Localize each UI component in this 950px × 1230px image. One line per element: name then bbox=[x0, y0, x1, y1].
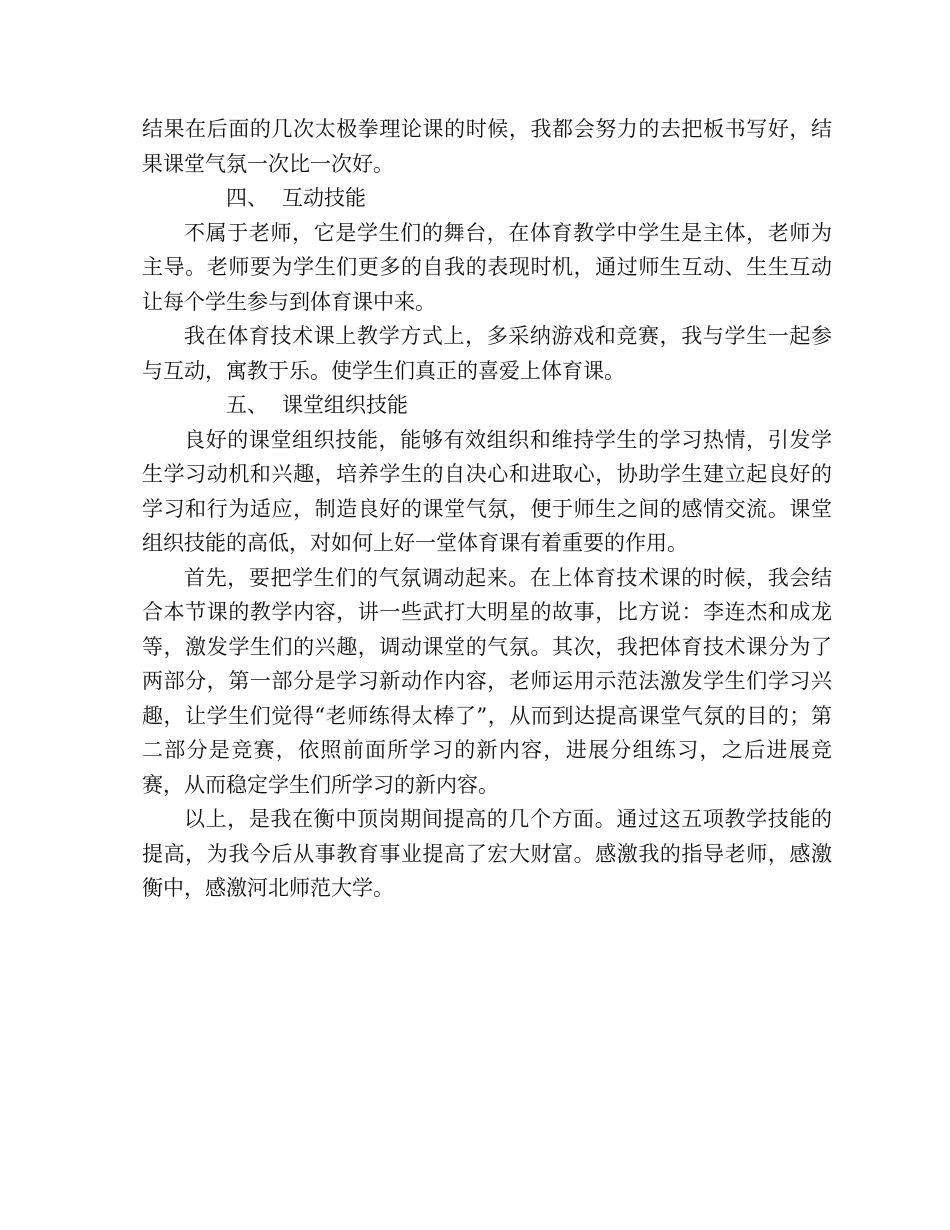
paragraph-continued: 结果在后面的几次太极拳理论课的时候，我都会努力的去把板书写好，结果课堂气氛一次比一次好。 bbox=[142, 117, 832, 176]
paragraph-interaction-intro: 不属于老师，它是学生们的舞台，在体育教学中学生是主体，老师为主导。老师要为学生们更多的自我的表现时机，通过师生互动、生生互动让每个学生参与到体育课中来。 bbox=[142, 220, 832, 314]
paragraph-interaction-practice: 我在体育技术课上教学方式上，多采纳游戏和竞赛，我与学生一起参与互动，寓教于乐。使学生们真正的喜爱上体育课。 bbox=[142, 324, 832, 383]
paragraph-organization-practice: 首先，要把学生们的气氛调动起来。在上体育技术课的时候，我会结合本节课的教学内容，讲一些武打大明星的故事，比方说：李连杰和成龙等，激发学生们的兴趣，调动课堂的气氛。其次，我把体育技术课分为了两部分，第一部分是学习新动作内容，老师运用示范法激发学生们学习兴趣，让学生们觉得“老师练得太棒了”，从而到达提高课堂气氛的目的；第二部分是竞赛，依照前面所学习的新内容，进展分组练习，之后进展竞赛，从而稳定学生们所学习的新内容。 bbox=[142, 565, 832, 797]
section-title: 互动技能 bbox=[282, 186, 366, 210]
paragraph-organization-intro: 良好的课堂组织技能，能够有效组织和维持学生的学习热情，引发学生学习动机和兴趣，培养学生的自决心和进取心，协助学生建立起良好的学习和行为适应，制造良好的课堂气氛，便于师生之间的感情交流。课堂组织技能的高低，对如何上好一堂体育课有着重要的作用。 bbox=[142, 427, 832, 555]
document-page bbox=[142, 112, 832, 906]
section-number: 四、 bbox=[226, 186, 268, 210]
paragraph-conclusion: 以上，是我在衡中顶岗期间提高的几个方面。通过这五项教学技能的提高，为我今后从事教育事业提高了宏大财富。感激我的指导老师，感激衡中，感激河北师范大学。 bbox=[142, 807, 832, 900]
section-title: 课堂组织技能 bbox=[282, 393, 408, 417]
section-heading-classroom-organization bbox=[142, 388, 832, 423]
section-number: 五、 bbox=[226, 393, 268, 417]
section-heading-interaction bbox=[142, 181, 832, 216]
